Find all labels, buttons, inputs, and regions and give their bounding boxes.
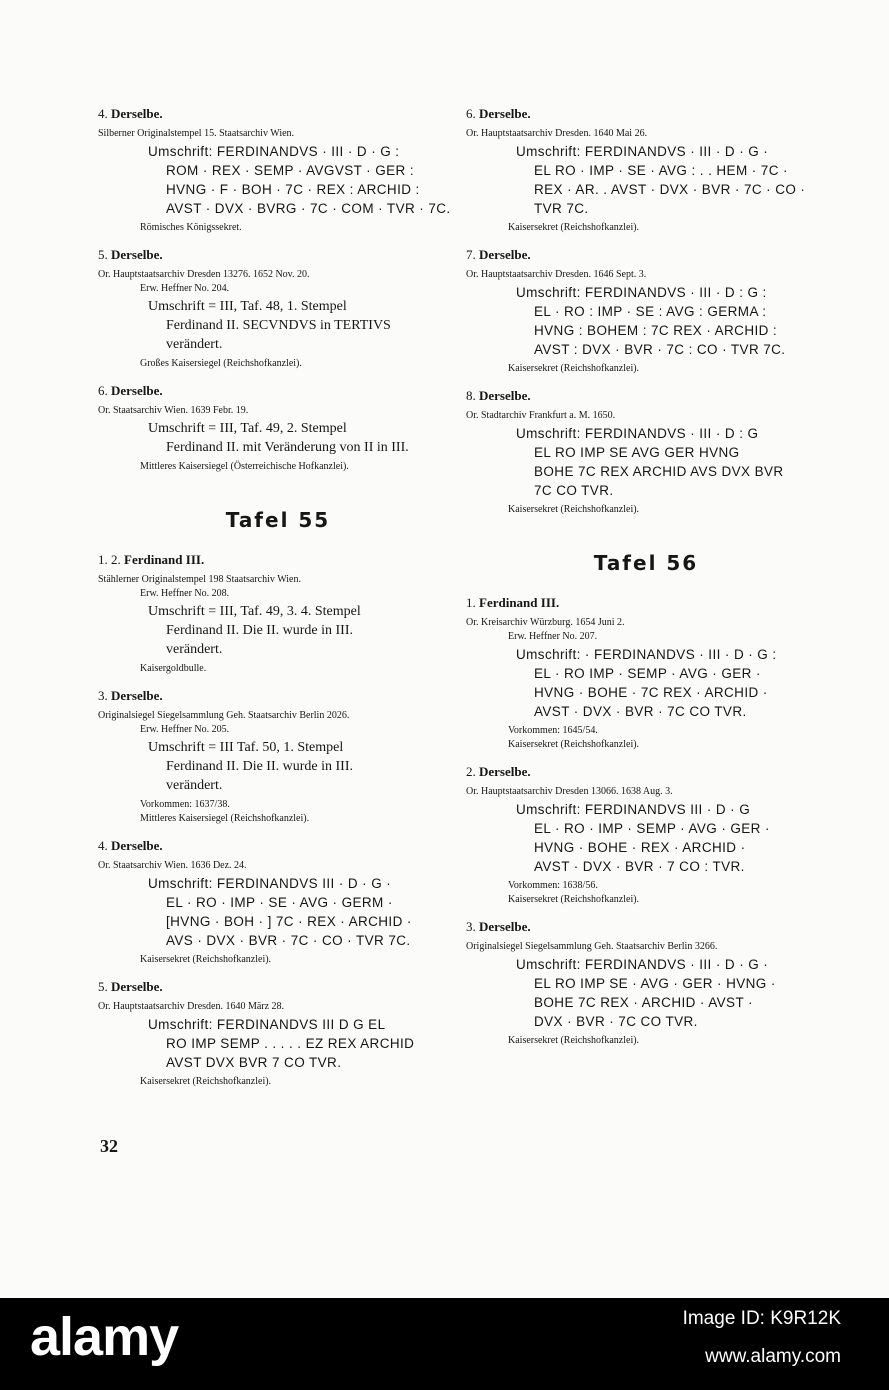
- inscription-line: EL RO IMP SE · AVG · GER · HVNG ·: [534, 976, 776, 991]
- entry-title: Derselbe.: [111, 979, 163, 994]
- inscription-line: EL · RO : IMP · SE : AVG : GERMA :: [534, 304, 767, 319]
- inscription-line: HVNG : BOHEM : 7C REX · ARCHID :: [534, 323, 778, 338]
- inscription-line: DVX · BVR · 7C CO TVR.: [534, 1014, 698, 1029]
- inscription-line: Ferdinand II. Die II. wurde in III.: [166, 759, 353, 774]
- archive-source: Or. Hauptstaatsarchiv Dresden 13066. 1638 Aug. 3.: [466, 786, 673, 797]
- entry-heading: [466, 919, 826, 935]
- entry-title: Derselbe.: [111, 247, 163, 262]
- inscription-line: EL · RO IMP · SEMP · AVG · GER ·: [534, 666, 761, 681]
- entry-heading: [98, 979, 458, 995]
- archive-source: Or. Hauptstaatsarchiv Dresden. 1640 Mai 26.: [466, 128, 648, 139]
- inscription: [516, 955, 826, 1031]
- seal-note: Vorkommen: 1637/38.: [140, 799, 230, 810]
- entry-title: Ferdinand III.: [124, 552, 205, 567]
- inscription-line: HVNG · BOHE · 7C REX · ARCHID ·: [534, 685, 768, 700]
- entry-title: Derselbe.: [111, 688, 163, 703]
- inscription: [148, 419, 458, 457]
- seal-entry: [98, 106, 458, 233]
- seal-entry: [98, 383, 458, 472]
- inscription-line: Ferdinand II. mit Veränderung von II in III.: [166, 440, 409, 455]
- seal-entry: [466, 764, 826, 905]
- inscription-line: AVST · DVX · BVR · 7 CO : TVR.: [534, 859, 745, 874]
- entry-heading: [466, 388, 826, 404]
- entry-number: 5.: [98, 979, 108, 994]
- entry-heading: [98, 688, 458, 704]
- inscription-line: EL · RO · IMP · SE · AVG · GERM ·: [166, 895, 393, 910]
- archive-source: Or. Staatsarchiv Wien. 1639 Febr. 19.: [98, 405, 249, 416]
- entry-title: Derselbe.: [111, 838, 163, 853]
- stock-logo: alamy: [30, 1307, 179, 1367]
- inscription-line: BOHE 7C REX ARCHID AVS DVX BVR: [534, 464, 784, 479]
- inscription-line: RO IMP SEMP . . . . . EZ REX ARCHID: [166, 1036, 415, 1051]
- inscription-line: AVST · DVX · BVRG · 7C · COM · TVR · 7C.: [166, 201, 451, 216]
- inscription-line: TVR 7C.: [534, 201, 589, 216]
- inscription-line: BOHE 7C REX · ARCHID · AVST ·: [534, 995, 753, 1010]
- entry-number: 6.: [98, 383, 108, 398]
- entry-heading: [98, 552, 458, 568]
- inscription-line: verändert.: [166, 337, 223, 352]
- entry-heading: [98, 106, 458, 122]
- reference-note: Erw. Heffner No. 208.: [140, 588, 230, 599]
- inscription: [148, 602, 458, 659]
- inscription-line: EL RO · IMP · SE · AVG : . . HEM · 7C ·: [534, 163, 788, 178]
- inscription: [516, 424, 826, 500]
- seal-entry: [466, 247, 826, 374]
- inscription: [516, 142, 826, 218]
- entry-number: 2.: [466, 764, 476, 779]
- stock-url: www.alamy.com: [705, 1346, 841, 1367]
- seal-entry: [98, 552, 458, 674]
- right-column: [466, 106, 826, 1060]
- inscription-line: Umschrift: · FERDINANDVS · III · D · G :: [516, 647, 777, 662]
- entry-number: 6.: [466, 106, 476, 121]
- inscription-line: Umschrift = III, Taf. 48, 1. Stempel: [148, 299, 347, 314]
- inscription-line: Ferdinand II. SECVNDVS in TERTIVS: [166, 318, 391, 333]
- archive-source: Or. Hauptstaatsarchiv Dresden. 1646 Sept. 3.: [466, 269, 647, 280]
- inscription-line: verändert.: [166, 778, 223, 793]
- seal-entry: [98, 247, 458, 369]
- seal-note: Kaisergoldbulle.: [140, 663, 207, 674]
- inscription-line: Umschrift: FERDINANDVS III · D · G ·: [148, 876, 392, 891]
- entry-number: 7.: [466, 247, 476, 262]
- entry-number: 4.: [98, 106, 108, 121]
- seal-entry: [466, 919, 826, 1046]
- inscription: [148, 142, 458, 218]
- inscription-line: HVNG · F · BOH · 7C · REX : ARCHID :: [166, 182, 420, 197]
- seal-note: Vorkommen: 1638/56.: [508, 880, 598, 891]
- inscription: [516, 283, 826, 359]
- inscription-line: REX · AR. . AVST · DVX · BVR · 7C · CO ·: [534, 182, 806, 197]
- inscription: [516, 645, 826, 721]
- archive-source: Originalsiegel Siegelsammlung Geh. Staatsarchiv Berlin 2026.: [98, 710, 350, 721]
- seal-note: Kaisersekret (Reichshofkanzlei).: [508, 739, 640, 750]
- archive-source: Or. Kreisarchiv Würzburg. 1654 Juni 2.: [466, 617, 625, 628]
- reference-note: Erw. Heffner No. 207.: [508, 631, 598, 642]
- seal-note: Mittleres Kaisersiegel (Österreichische Hofkanzlei).: [140, 461, 349, 472]
- inscription: [148, 738, 458, 795]
- entry-heading: [466, 106, 826, 122]
- seal-note: Mittleres Kaisersiegel (Reichshofkanzlei).: [140, 813, 310, 824]
- seal-entry: [98, 979, 458, 1087]
- inscription-line: Umschrift = III, Taf. 49, 2. Stempel: [148, 421, 347, 436]
- archive-source: Or. Hauptstaatsarchiv Dresden 13276. 1652 Nov. 20.: [98, 269, 310, 280]
- seal-note: Kaisersekret (Reichshofkanzlei).: [140, 954, 272, 965]
- entry-number: 4.: [98, 838, 108, 853]
- inscription-line: AVST : DVX · BVR · 7C : CO · TVR 7C.: [534, 342, 786, 357]
- inscription-line: AVST · DVX · BVR · 7C CO TVR.: [534, 704, 747, 719]
- seal-note: Vorkommen: 1645/54.: [508, 725, 598, 736]
- entry-title: Derselbe.: [479, 388, 531, 403]
- entry-title: Derselbe.: [479, 764, 531, 779]
- seal-note: Kaisersekret (Reichshofkanzlei).: [508, 894, 640, 905]
- inscription: [148, 874, 458, 950]
- seal-note: Kaisersekret (Reichshofkanzlei).: [140, 1076, 272, 1087]
- entry-number: 3.: [466, 919, 476, 934]
- inscription-line: Umschrift: FERDINANDVS · III · D : G: [516, 426, 759, 441]
- seal-entry: [466, 388, 826, 515]
- entry-heading: [466, 764, 826, 780]
- inscription-line: HVNG · BOHE · REX · ARCHID ·: [534, 840, 746, 855]
- inscription-line: [HVNG · BOH · ] 7C · REX · ARCHID ·: [166, 914, 412, 929]
- inscription-line: 7C CO TVR.: [534, 483, 614, 498]
- entry-heading: [466, 595, 826, 611]
- seal-note: Kaisersekret (Reichshofkanzlei).: [508, 1035, 640, 1046]
- entry-title: Derselbe.: [479, 106, 531, 121]
- seal-note: Kaisersekret (Reichshofkanzlei).: [508, 363, 640, 374]
- inscription: [148, 297, 458, 354]
- inscription-line: EL RO IMP SE AVG GER HVNG: [534, 445, 740, 460]
- inscription-line: ROM · REX · SEMP · AVGVST · GER :: [166, 163, 414, 178]
- seal-entry: [98, 838, 458, 965]
- seal-entry: [466, 106, 826, 233]
- stock-image-id: Image ID: K9R12K: [682, 1308, 841, 1329]
- inscription-line: Umschrift: FERDINANDVS · III · D : G :: [516, 285, 767, 300]
- seal-note: Römisches Königssekret.: [140, 222, 242, 233]
- page-number: 32: [100, 1136, 118, 1156]
- seal-entry: [98, 688, 458, 824]
- entry-title: Derselbe.: [111, 383, 163, 398]
- reference-note: Erw. Heffner No. 204.: [140, 283, 230, 294]
- inscription-line: Umschrift: FERDINANDVS III D G EL: [148, 1017, 386, 1032]
- inscription-line: AVST DVX BVR 7 CO TVR.: [166, 1055, 342, 1070]
- entry-title: Derselbe.: [111, 106, 163, 121]
- entry-heading: [98, 247, 458, 263]
- seal-note: Kaisersekret (Reichshofkanzlei).: [508, 222, 640, 233]
- inscription: [148, 1015, 458, 1072]
- entry-heading: [466, 247, 826, 263]
- archive-source: Silberner Originalstempel 15. Staatsarchiv Wien.: [98, 128, 295, 139]
- archive-source: Or. Staatsarchiv Wien. 1636 Dez. 24.: [98, 860, 247, 871]
- inscription-line: Umschrift = III, Taf. 49, 3. 4. Stempel: [148, 604, 361, 619]
- archive-source: Originalsiegel Siegelsammlung Geh. Staatsarchiv Berlin 3266.: [466, 941, 718, 952]
- inscription: [516, 800, 826, 876]
- inscription-line: Umschrift: FERDINANDVS · III · D · G :: [148, 144, 400, 159]
- inscription-line: Umschrift: FERDINANDVS III · D · G: [516, 802, 751, 817]
- inscription-line: verändert.: [166, 642, 223, 657]
- reference-note: Erw. Heffner No. 205.: [140, 724, 230, 735]
- seal-note: Großes Kaisersiegel (Reichshofkanzlei).: [140, 358, 302, 369]
- seal-note: Kaisersekret (Reichshofkanzlei).: [508, 504, 640, 515]
- entry-number: 8.: [466, 388, 476, 403]
- left-column: [98, 106, 458, 1101]
- entry-title: Derselbe.: [479, 247, 531, 262]
- entry-number: 1. 2.: [98, 552, 121, 567]
- entry-heading: [98, 838, 458, 854]
- archive-source: Stählerner Originalstempel 198 Staatsarchiv Wien.: [98, 574, 301, 585]
- entry-title: Derselbe.: [479, 919, 531, 934]
- entry-number: 1.: [466, 595, 476, 610]
- entry-heading: [98, 383, 458, 399]
- inscription-line: Ferdinand II. Die II. wurde in III.: [166, 623, 353, 638]
- plate-title: Tafel 56: [593, 551, 699, 575]
- archive-source: Or. Hauptstaatsarchiv Dresden. 1640 März 28.: [98, 1001, 285, 1012]
- archive-source: Or. Stadtarchiv Frankfurt a. M. 1650.: [466, 410, 616, 421]
- entry-title: Ferdinand III.: [479, 595, 560, 610]
- inscription-line: Umschrift = III Taf. 50, 1. Stempel: [148, 740, 344, 755]
- inscription-line: Umschrift: FERDINANDVS · III · D · G ·: [516, 144, 769, 159]
- inscription-line: Umschrift: FERDINANDVS · III · D · G ·: [516, 957, 769, 972]
- plate-title: Tafel 55: [225, 508, 331, 532]
- entry-number: 3.: [98, 688, 108, 703]
- seal-entry: [466, 595, 826, 750]
- inscription-line: AVS · DVX · BVR · 7C · CO · TVR 7C.: [166, 933, 411, 948]
- entry-number: 5.: [98, 247, 108, 262]
- inscription-line: EL · RO · IMP · SEMP · AVG · GER ·: [534, 821, 770, 836]
